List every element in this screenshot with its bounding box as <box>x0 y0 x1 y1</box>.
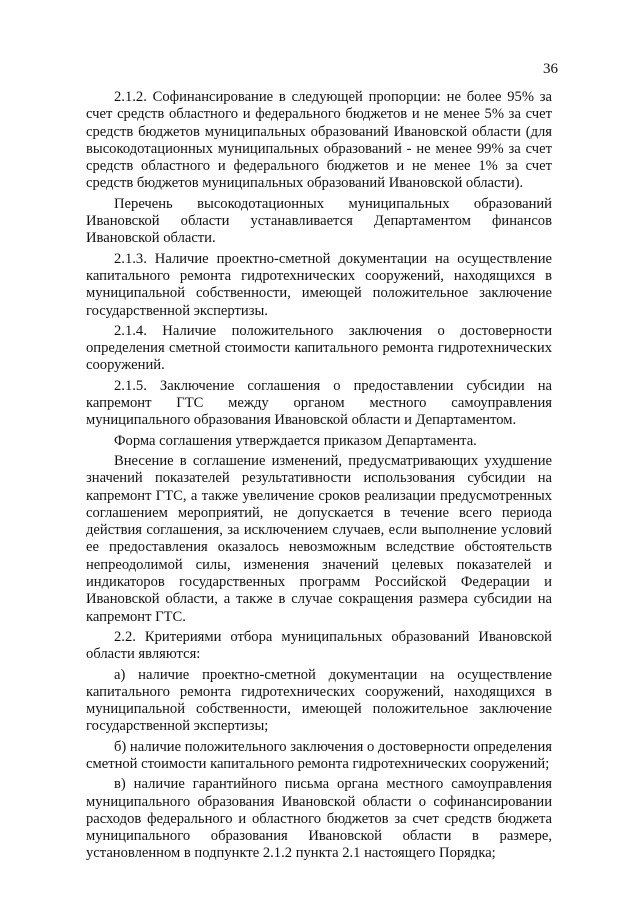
criterion-a: а) наличие проектно-сметной документации на осуществление капитального ремонта гидротехнических сооружений, находящихся в муниципальной собственности, имеющей положительное заключение государственной экспертизы; <box>86 666 552 735</box>
document-body <box>86 89 552 866</box>
paragraph-2-1-5: 2.1.5. Заключение соглашения о предоставлении субсидии на капремонт ГТС между органом местного самоуправления муниципального образования Ивановской области и Департаментом. <box>86 377 552 429</box>
paragraph-2-1-3: 2.1.3. Наличие проектно-сметной документации на осуществление капитального ремонта гидротехнических сооружений, находящихся в муниципальной собственности, имеющей положительное заключение государственной экспертизы. <box>86 250 552 319</box>
paragraph-2-1-4: 2.1.4. Наличие положительного заключения о достоверности определения сметной стоимости капитального ремонта гидротехнических сооружений. <box>86 322 552 374</box>
paragraph-high-subsidy-list: Перечень высокодотационных муниципальных образований Ивановской области устанавливается Департаментом финансов Ивановской области. <box>86 195 552 247</box>
criterion-c: в) наличие гарантийного письма органа местного самоуправления муниципального образования Ивановской области о софинансировании расходов федерального и областного бюджетов за счет средств бюджета муниципального образования Ивановской области в размере, установленном в подпункте 2.1.2 пункта 2.1 настоящего Порядка; <box>86 776 552 862</box>
paragraph-2-1-2: 2.1.2. Софинансирование в следующей пропорции: не более 95% за счет средств областного и федерального бюджетов и не менее 5% за счет средств бюджетов муниципальных образований Ивановской области (для высокодотационных муниципальных образований - не менее 99% за счет средств областного и федерального бюджетов и не менее 1% за счет средств бюджетов муниципальных образований Ивановской области). <box>86 89 552 192</box>
paragraph-2-2: 2.2. Критериями отбора муниципальных образований Ивановской области являются: <box>86 628 552 663</box>
paragraph-agreement-form: Форма соглашения утверждается приказом Департамента. <box>114 432 477 449</box>
page-number: 36 <box>543 61 558 77</box>
criterion-b: б) наличие положительного заключения о достоверности определения сметной стоимости капитального ремонта гидротехнических сооружений; <box>86 738 553 772</box>
paragraph-agreement-changes: Внесение в соглашение изменений, предусматривающих ухудшение значений показателей результативности использования субсидии на капремонт ГТС, а также увеличение сроков реализации предусмотренных соглашением мероприятий, не допускается в течение всего периода действия соглашения, за исключением случаев, если выполнение условий ее предоставления оказалось невозможным вследствие обстоятельств непреодолимой силы, изменения значений целевых показателей и индикаторов государственных программ Российской Федерации и Ивановской области, а также в случае сокращения размера субсидии на капремонт ГТС. <box>86 452 552 625</box>
